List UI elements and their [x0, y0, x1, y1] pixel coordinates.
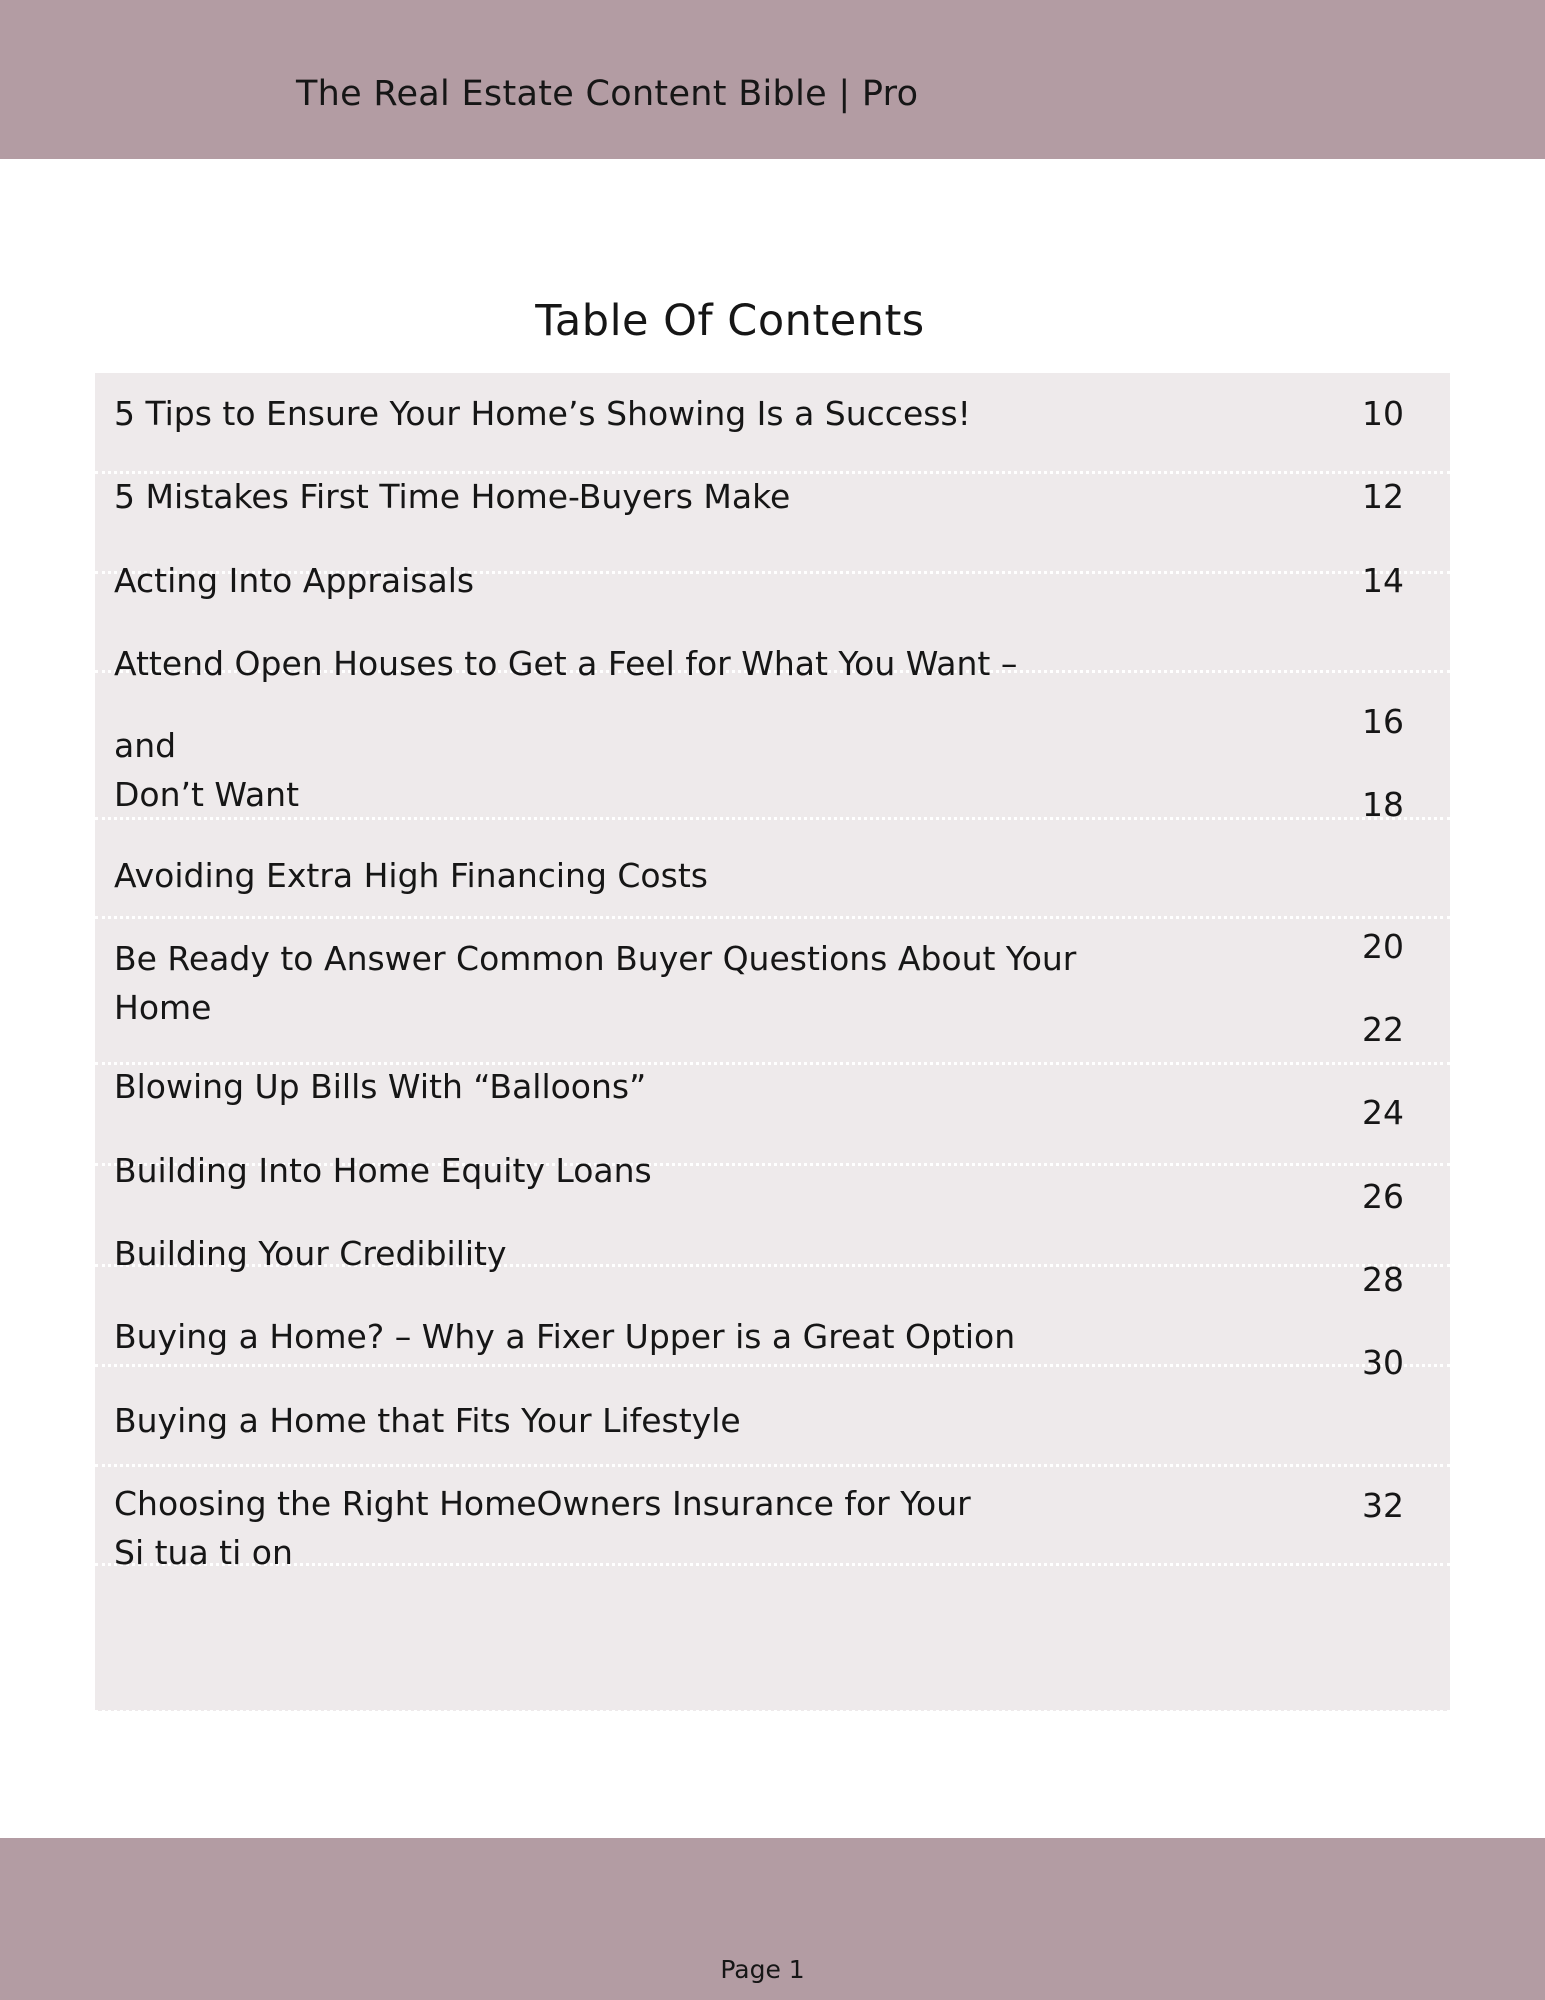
toc-entry[interactable]: Building Into Home Equity Loans — [114, 1151, 652, 1190]
header-band — [0, 0, 1545, 159]
toc-page-number: 22 — [1362, 1010, 1404, 1049]
toc-entry[interactable]: Choosing the Right HomeOwners Insurance for Your — [114, 1484, 971, 1523]
toc-heading: Table Of Contents — [535, 296, 925, 346]
toc-entry[interactable]: and — [114, 726, 177, 765]
toc-entry[interactable]: Buying a Home that Fits Your Lifestyle — [114, 1401, 741, 1440]
toc-row-divider — [95, 1364, 1450, 1367]
toc-page-number: 30 — [1362, 1343, 1404, 1382]
toc-page-number: 20 — [1362, 927, 1404, 966]
toc-entry[interactable]: Buying a Home? – Why a Fixer Upper is a Great Option — [114, 1317, 1016, 1356]
toc-page-number: 28 — [1362, 1260, 1404, 1299]
toc-entry[interactable]: Don’t Want — [114, 775, 300, 814]
document-title: The Real Estate Content Bible | Pro — [296, 74, 919, 114]
toc-row-divider — [95, 1710, 1450, 1713]
toc-entry[interactable]: Avoiding Extra High Financing Costs — [114, 856, 708, 895]
toc-entry[interactable]: 5 Tips to Ensure Your Home’s Showing Is a Success! — [114, 394, 971, 433]
toc-page-number: 14 — [1362, 561, 1404, 600]
toc-entry[interactable]: Blowing Up Bills With “Balloons” — [114, 1067, 647, 1106]
toc-page-number: 12 — [1362, 477, 1404, 516]
toc-entry[interactable]: Attend Open Houses to Get a Feel for What You Want – — [114, 644, 1018, 683]
toc-entry[interactable]: Building Your Credibility — [114, 1234, 507, 1273]
page-number-label: Page 1 — [720, 1955, 805, 1984]
toc-row-divider — [95, 1464, 1450, 1467]
toc-page-number: 26 — [1362, 1177, 1404, 1216]
toc-page-number: 32 — [1362, 1486, 1404, 1525]
toc-entry[interactable]: Be Ready to Answer Common Buyer Questions About Your — [114, 939, 1077, 978]
toc-page-number: 10 — [1362, 394, 1404, 433]
toc-row-divider — [95, 916, 1450, 919]
toc-entry[interactable]: Acting Into Appraisals — [114, 561, 475, 600]
toc-page-number: 18 — [1362, 785, 1404, 824]
toc-entry[interactable]: Home — [114, 988, 212, 1027]
toc-page-number: 16 — [1362, 702, 1404, 741]
toc-row-divider — [95, 1563, 1450, 1566]
toc-entry[interactable]: 5 Mistakes First Time Home-Buyers Make — [114, 477, 791, 516]
toc-entry[interactable]: Si tua ti on — [114, 1533, 293, 1572]
toc-page-number: 24 — [1362, 1093, 1404, 1132]
